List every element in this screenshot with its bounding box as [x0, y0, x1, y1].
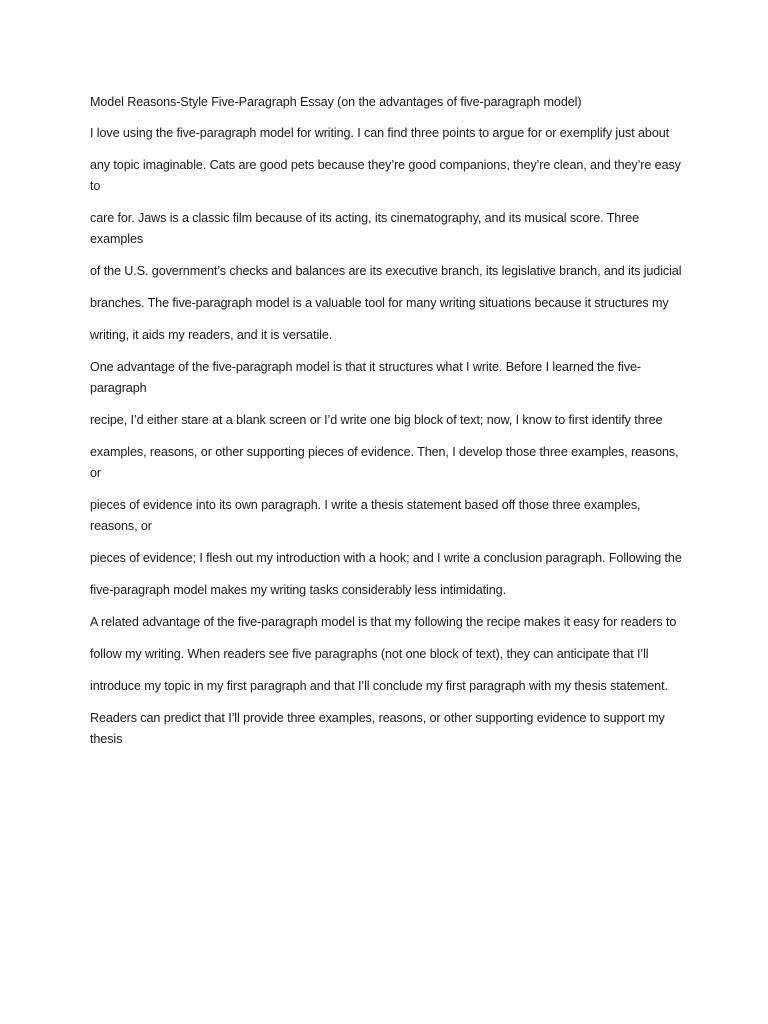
text-line: five-paragraph model makes my writing tasks considerably less intimidating.	[90, 583, 506, 597]
text-line: A related advantage of the five-paragraph model is that my following the recipe makes it easy for readers to	[90, 615, 677, 629]
text-line: Readers can predict that I’ll provide three examples, reasons, or other supporting evidence to support my thesis	[90, 711, 665, 746]
text-line: examples, reasons, or other supporting pieces of evidence. Then, I develop those three examples, reasons, or	[90, 445, 679, 480]
text-line: follow my writing. When readers see five paragraphs (not one block of text), they can anticipate that I’ll	[90, 647, 649, 661]
text-line: pieces of evidence; I flesh out my introduction with a hook; and I write a conclusion paragraph. Following the	[90, 551, 682, 565]
text-line: writing, it aids my readers, and it is versatile.	[90, 328, 333, 342]
text-line: One advantage of the five-paragraph model is that it structures what I write. Before I learned the five-paragraph	[90, 360, 642, 395]
document-title: Model Reasons-Style Five-Paragraph Essay (on the advantages of five-paragraph model)	[90, 95, 582, 109]
text-line: I love using the five-paragraph model for writing. I can find three points to argue for or exemplify just about	[90, 126, 670, 140]
text-line: of the U.S. government’s checks and balances are its executive branch, its legislative branch, and its judicial	[90, 264, 682, 278]
text-line: care for. Jaws is a classic film because of its acting, its cinematography, and its musical score. Three examples	[90, 211, 640, 246]
text-line: pieces of evidence into its own paragraph. I write a thesis statement based off those three examples, reasons, or	[90, 498, 641, 533]
text-line: recipe, I’d either stare at a blank screen or I’d write one big block of text; now, I know to first identify three	[90, 413, 663, 427]
text-line: branches. The five-paragraph model is a valuable tool for many writing situations because it structures my	[90, 296, 669, 310]
document-body	[90, 92, 690, 761]
text-line: any topic imaginable. Cats are good pets because they’re good companions, they’re clean, and they’re easy to	[90, 158, 681, 193]
text-line: introduce my topic in my first paragraph and that I’ll conclude my first paragraph with my thesis statement.	[90, 679, 668, 693]
